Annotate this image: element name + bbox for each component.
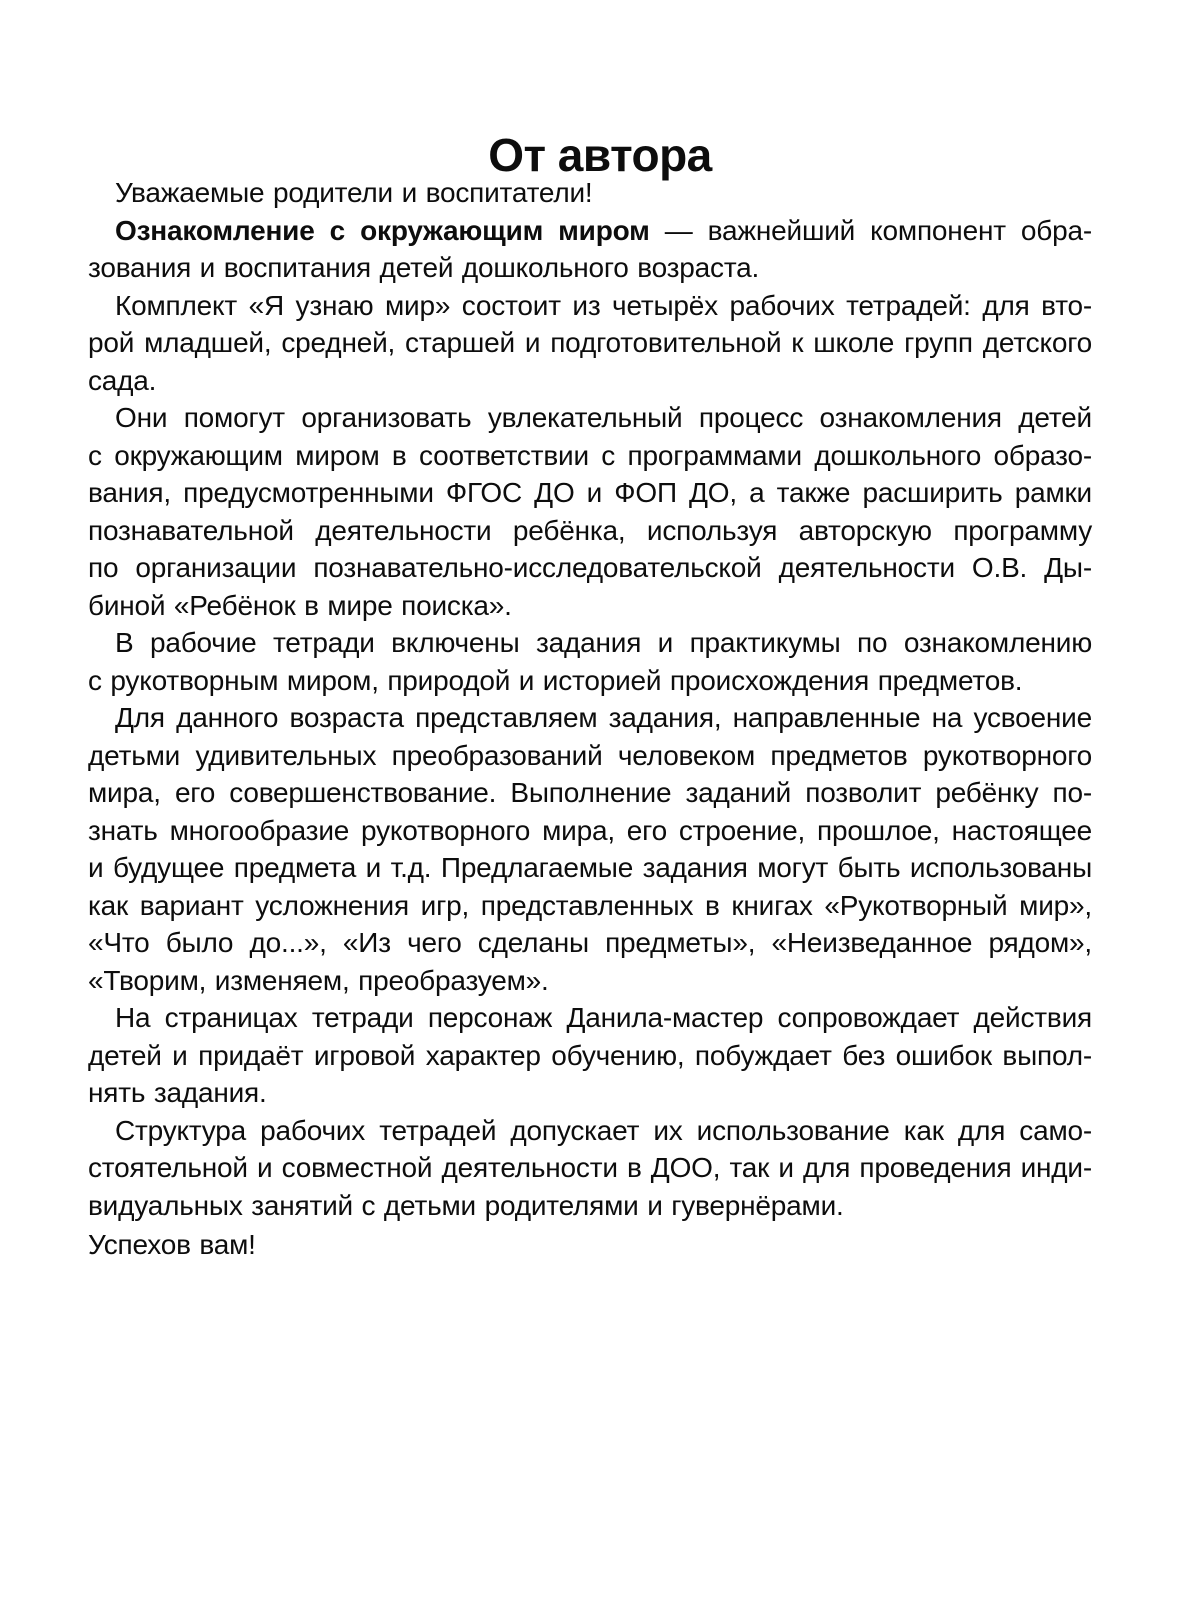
paragraph-line: по организации познавательно-исследовательской деятельности О.В. Ды- (88, 552, 1092, 583)
paragraph-line: Структура рабочих тетрадей допускает их использование как для само- (115, 1114, 1092, 1146)
paragraph-line: и будущее предмета и т.д. Предлагаемые задания могут быть использованы (88, 852, 1092, 883)
paragraph-line: «Творим, изменяем, преобразуем». (88, 964, 549, 996)
paragraph-line: сада. (88, 364, 157, 396)
paragraph-line: видуальных занятий с детьми родителями и гувернёрами. (88, 1189, 844, 1221)
paragraph-line: «Что было до...», «Из чего сделаны предметы», «Неизведанное рядом», (88, 927, 1092, 958)
paragraph-line: Для данного возраста представляем задания, направленные на усвоение (115, 702, 1092, 733)
bold-lead-text: Ознакомление с окружающим миром (115, 214, 650, 246)
paragraph-line: нять задания. (88, 1077, 267, 1108)
paragraph-line: с рукотворным миром, природой и историей происхождения предметов. (88, 664, 1023, 696)
paragraph-line: зования и воспитания детей дошкольного возраста. (88, 252, 760, 283)
paragraph-line: На страницах тетради персонаж Данила-мастер сопровождает действия (115, 1002, 1092, 1033)
paragraph-line: детьми удивительных преобразований человеком предметов рукотворного (88, 739, 1092, 771)
paragraph-line: Комплект «Я узнаю мир» состоит из четырёх рабочих тетрадей: для вто- (115, 289, 1092, 321)
body-text (88, 174, 1092, 1264)
paragraph-line: детей и придаёт игровой характер обучению, побуждает без ошибок выпол- (88, 1039, 1092, 1071)
page-title: От автора (488, 128, 712, 181)
paragraph-line: знать многообразие рукотворного мира, его строение, прошлое, настоящее (88, 814, 1092, 846)
paragraph-line: мира, его совершенствование. Выполнение заданий позволит ребёнку по- (88, 777, 1092, 808)
paragraph-line: Они помогут организовать увлекательный процесс ознакомления детей (115, 402, 1092, 433)
paragraph-line: стоятельной и совместной деятельности в ДОО, так и для проведения инди- (88, 1152, 1092, 1183)
paragraph-line: с окружающим миром в соответствии с программами дошкольного образо- (88, 439, 1092, 471)
lead-rest-text: — важнейший компонент обра- (649, 214, 1092, 246)
paragraph-line: В рабочие тетради включены задания и практикумы по ознакомлению (115, 627, 1092, 658)
paragraph-line: как вариант усложнения игр, представленных в книгах «Рукотворный мир», (88, 889, 1092, 921)
paragraph-line: вания, предусмотренными ФГОС ДО и ФОП ДО, а также расширить рамки (88, 477, 1092, 508)
paragraph-line: рой младшей, средней, старшей и подготовительной к школе групп детского (88, 327, 1092, 358)
closing-line: Успехов вам! (88, 1229, 256, 1260)
paragraph-line: Уважаемые родители и воспитатели! (115, 177, 593, 208)
paragraph-line: познавательной деятельности ребёнка, используя авторскую программу (88, 514, 1092, 546)
paragraph-line: биной «Ребёнок в мире поиска». (88, 589, 512, 621)
paragraph-line (88, 212, 1092, 250)
